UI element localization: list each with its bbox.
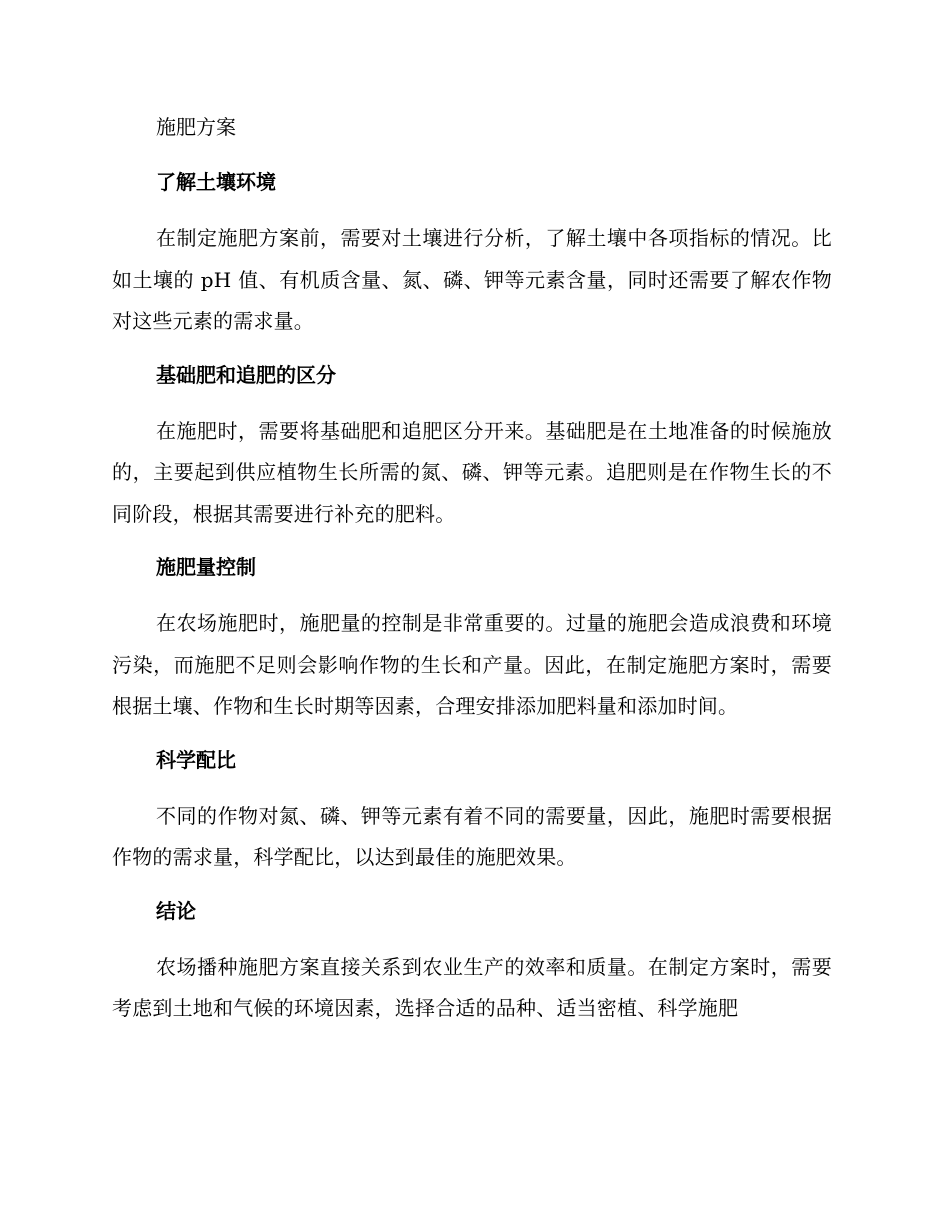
section-heading-amount-control: 施肥量控制 — [156, 555, 256, 579]
section-heading-base-vs-top-dressing: 基础肥和追肥的区分 — [156, 362, 336, 387]
section-paragraph-amount-control: 在农场施肥时，施肥量的控制是非常重要的。过量的施肥会造成浪费和环境污染，而施肥不足则会影响作物的生长和产量。因此，在制定施肥方案时，需要根据土壤、作物和生长时期等因素，合理安排添加肥料量和添加时间。 — [112, 611, 832, 718]
section-paragraph-scientific-ratio: 不同的作物对氮、磷、钾等元素有着不同的需要量，因此，施肥时需要根据作物的需求量，科学配比，以达到最佳的施肥效果。 — [112, 803, 832, 869]
section-heading-scientific-ratio: 科学配比 — [156, 747, 236, 772]
section-paragraph-soil: 在制定施肥方案前，需要对土壤进行分析，了解土壤中各项指标的情况。比如土壤的 pH 值、有机质含量、氮、磷、钾等元素含量，同时还需要了解农作物对这些元素的需求量。 — [112, 226, 832, 333]
section-paragraph-conclusion: 农场播种施肥方案直接关系到农业生产的效率和质量。在制定方案时，需要考虑到土地和气候的环境因素，选择合适的品种、适当密植、科学施肥 — [112, 954, 832, 1020]
section-heading-soil: 了解土壤环境 — [156, 170, 276, 194]
document-body — [112, 108, 832, 1043]
section-heading-conclusion: 结论 — [156, 898, 196, 923]
section-paragraph-base-vs-top-dressing: 在施肥时，需要将基础肥和追肥区分开来。基础肥是在土地准备的时候施放的，主要起到供应植物生长所需的氮、磷、钾等元素。追肥则是在作物生长的不同阶段，根据其需要进行补充的肥料。 — [112, 418, 832, 526]
document-title: 施肥方案 — [156, 115, 236, 139]
